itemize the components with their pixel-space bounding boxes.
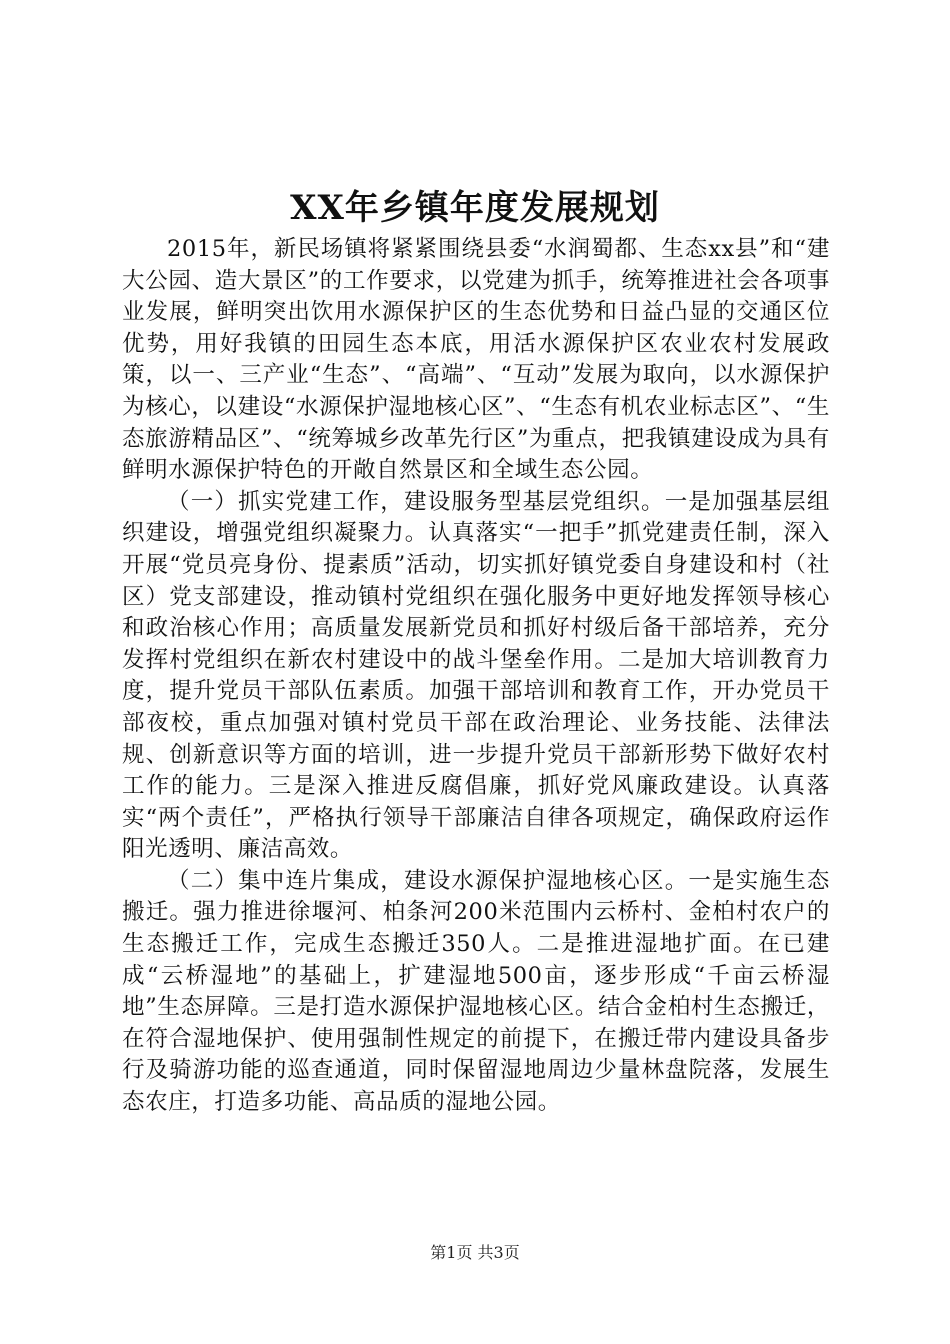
- page-footer: 第1页 共3页: [430, 1243, 520, 1262]
- paragraph-party-building: （一）抓实党建工作，建设服务型基层党组织。一是加强基层组织建设，增强党组织凝聚力。认真落实“一把手”抓党建责任制，深入开展“党员亮身份、提素质”活动，切实抓好镇党委自身建设和村（社区）党支部建设，推动镇村党组织在强化服务中更好地发挥领导核心和政治核心作用；高质量发展新党员和抓好村级后备干部培养，充分发挥村党组织在新农村建设中的战斗堡垒作用。二是加大培训教育力度，提升党员干部队伍素质。加强干部培训和教育工作，开办党员干部夜校，重点加强对镇村党员干部在政治理论、业务技能、法律法规、创新意识等方面的培训，进一步提升党员干部新形势下做好农村工作的能力。三是深入推进反腐倡廉，抓好党风廉政建设。认真落实“两个责任”，严格执行领导干部廉洁自律各项规定，确保政府运作阳光透明、廉洁高效。: [122, 488, 830, 863]
- document-body: [122, 234, 830, 1119]
- document-title: XX年乡镇年度发展规划: [290, 188, 660, 228]
- paragraph-wetland-core: （二）集中连片集成，建设水源保护湿地核心区。一是实施生态搬迁。强力推进徐堰河、柏条河200米范围内云桥村、金柏村农户的生态搬迁工作，完成生态搬迁350人。二是推进湿地扩面。在已建成“云桥湿地”的基础上，扩建湿地500亩，逐步形成“千亩云桥湿地”生态屏障。三是打造水源保护湿地核心区。结合金柏村生态搬迁，在符合湿地保护、使用强制性规定的前提下，在搬迁带内建设具备步行及骑游功能的巡查通道，同时保留湿地周边少量林盘院落，发展生态农庄，打造多功能、高品质的湿地公园。: [122, 867, 830, 1116]
- paragraph-intro: 2015年，新民场镇将紧紧围绕县委“水润蜀都、生态xx县”和“建大公园、造大景区”的工作要求，以党建为抓手，统筹推进社会各项事业发展，鲜明突出饮用水源保护区的生态优势和日益凸显的交通区位优势，用好我镇的田园生态本底，用活水源保护区农业农村发展政策，以一、三产业“生态”、“高端”、“互动”发展为取向，以水源保护为核心，以建设“水源保护湿地核心区”、“生态有机农业标志区”、“生态旅游精品区”、“统筹城乡改革先行区”为重点，把我镇建设成为具有鲜明水源保护特色的开敞自然景区和全域生态公园。: [122, 236, 830, 484]
